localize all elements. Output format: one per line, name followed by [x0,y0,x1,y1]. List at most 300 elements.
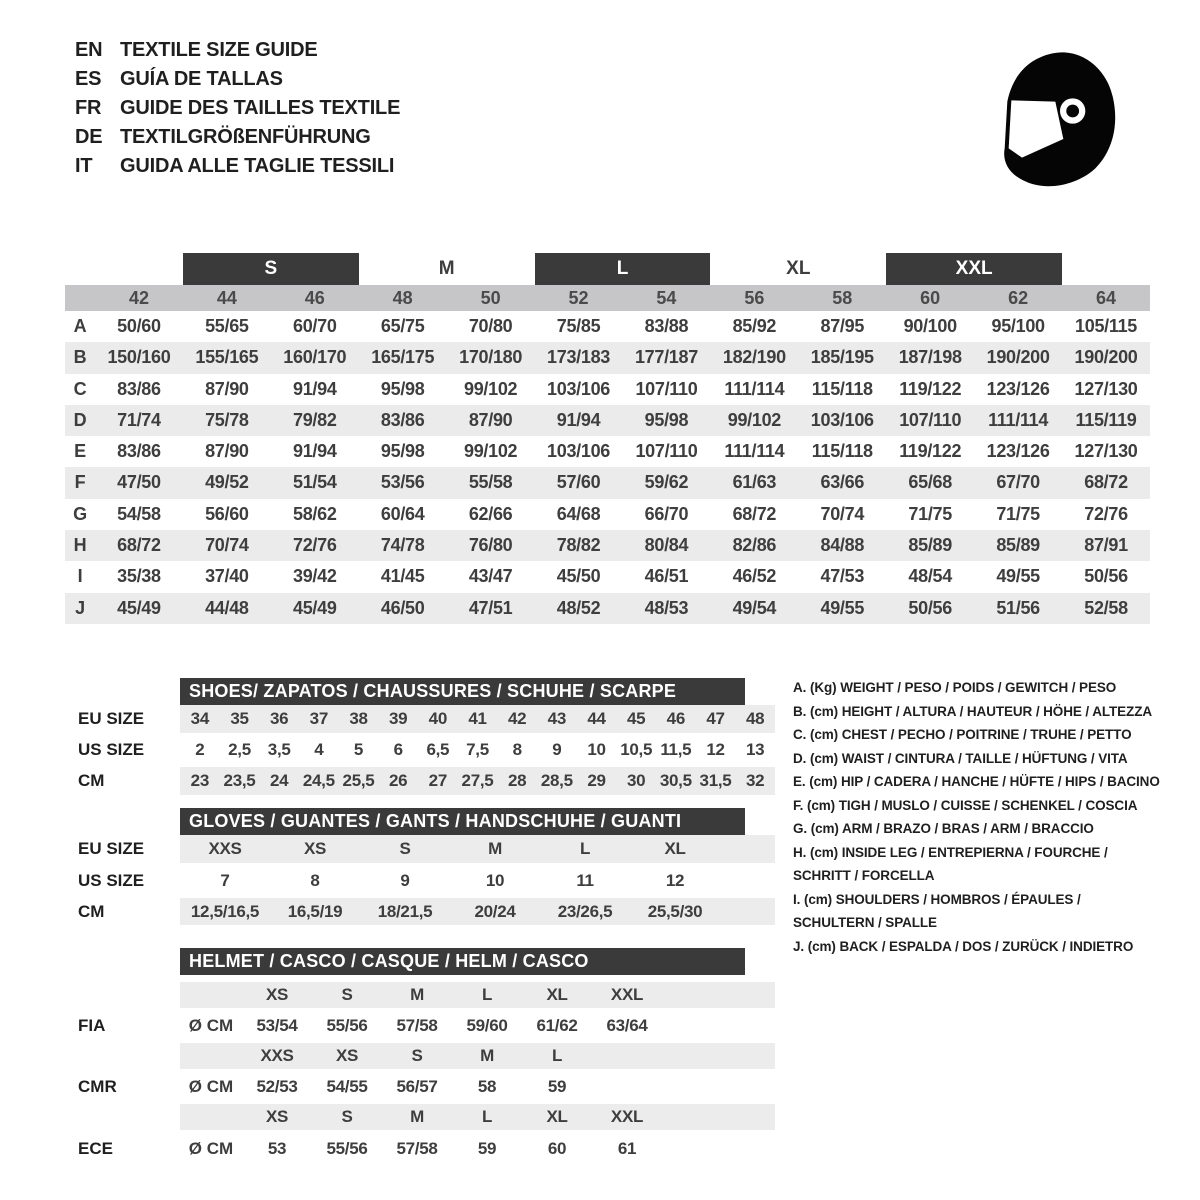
shoes-us-value: 8 [512,740,522,759]
row-letter: I [77,566,83,587]
size-number: 56 [744,288,765,308]
helmet-size-label: XXL [610,1107,644,1126]
helmet-size-label: M [410,985,424,1004]
gloves-us-value: 11 [576,871,594,890]
shoes-us-value: 7,5 [466,740,489,759]
size-value: 115/119 [1075,409,1137,430]
apparel-row-d [65,405,1150,436]
gloves-cm-value: 16,5/19 [287,902,343,921]
size-value: 74/78 [380,535,425,556]
size-value: 107/110 [635,378,698,399]
size-value: 70/74 [205,535,249,556]
size-number: 48 [392,288,413,308]
size-value: 66/70 [644,503,689,524]
size-value: 45/50 [556,566,601,587]
size-group-l: L [535,253,711,285]
shoes-eu-value: 48 [746,709,765,728]
shoes-us-value: 6,5 [426,740,450,759]
size-group-xl: XL [786,258,811,279]
gloves-cm-value: 23/26,5 [557,902,613,921]
size-value: 119/122 [899,441,962,462]
helmet-size-value: 54/55 [326,1077,368,1096]
size-number: 60 [920,288,941,308]
size-number: 54 [656,288,677,308]
measurement-legend [793,676,1165,958]
size-value: 47/53 [820,566,865,587]
size-value: 85/89 [908,535,952,556]
size-value: 83/88 [644,316,689,336]
helmet-size-label: M [480,1046,494,1065]
size-number: 52 [568,288,589,308]
legend-entry: I. (cm) SHOULDERS / HOMBROS / ÉPAULES / SCHULTERN / SPALLE [793,891,1081,930]
gloves-us-size-label: US SIZE [78,871,145,890]
shoes-cm-row [180,767,775,795]
size-value: 119/122 [899,378,962,399]
gloves-cm-value: 25,5/30 [647,902,703,921]
size-value: 75/85 [556,316,601,336]
shoes-us-value: 2,5 [228,740,251,759]
size-value: 127/130 [1074,378,1138,399]
size-value: 35/38 [117,566,161,587]
helmet-diameter-unit [180,1043,242,1069]
legend-entry: G. (cm) ARM / BRAZO / BRAS / ARM / BRACCIO [793,821,1094,836]
helmet-size-label: XL [546,985,568,1004]
lang-label: GUIDE DES TAILLES TEXTILE [120,97,401,119]
size-number: 58 [832,288,853,308]
gloves-us-row [180,863,775,898]
shoes-us-value: 9 [552,740,562,759]
size-value: 68/72 [1084,472,1128,493]
size-value: 177/187 [634,347,698,368]
size-value: 58/62 [293,503,337,524]
helmet-size-label: S [411,1046,423,1065]
size-value: 72/76 [293,535,337,556]
shoes-us-value: 10,5 [620,740,653,759]
lang-code: DE [75,126,103,148]
legend-entry: A. (Kg) WEIGHT / PESO / POIDS / GEWITCH / PESO [793,680,1117,695]
lang-label: GUÍA DE TALLAS [120,68,283,90]
size-value: 53/56 [380,472,425,493]
shoes-cm-value: 27 [428,771,447,790]
shoes-eu-row [180,705,775,733]
helmet-row-values [78,1069,775,1104]
helmet-size-value: 55/56 [326,1139,368,1158]
size-value: 44/48 [205,597,249,618]
apparel-row-e [65,436,1150,467]
size-value: 70/74 [820,503,865,524]
helmet-row-values [78,1134,775,1164]
size-value: 182/190 [722,347,786,368]
legend-entry: E. (cm) HIP / CADERA / HANCHE / HÜFTE / HIPS / BACINO [793,774,1160,789]
size-value: 105/115 [1075,316,1138,336]
gloves-cm-row [180,898,775,925]
size-value: 71/74 [117,409,161,430]
size-value: 56/60 [205,503,249,524]
size-value: 63/66 [820,472,865,493]
shoes-cm-value: 25,5 [342,771,375,790]
size-value: 79/82 [293,409,337,430]
shoes-cm-value: 24 [270,771,289,790]
size-value: 41/45 [380,566,425,587]
helmet-diameter-unit: Ø CM [188,1016,234,1035]
size-value: 62/66 [468,503,513,524]
shoes-cm-value: 24,5 [302,771,335,790]
helmet-size-label: L [481,985,493,1004]
apparel-row-c [65,374,1150,405]
size-value: 55/65 [205,316,249,336]
size-value: 43/47 [468,566,513,587]
size-value: 107/110 [635,441,698,462]
size-value: 85/92 [732,316,777,336]
helmet-size-table [78,982,775,1167]
gloves-eu-value: XL [664,839,686,858]
size-value: 99/102 [463,441,518,462]
shoes-us-value: 3,5 [267,740,291,759]
size-value: 150/160 [107,347,171,368]
size-value: 103/106 [547,441,611,462]
helmet-standard-label: ECE [78,1139,113,1158]
helmet-size-value: 58 [477,1077,497,1096]
racing-helmet-icon [982,32,1142,198]
shoes-us-value: 11,5 [660,740,692,759]
apparel-row-b [65,342,1150,373]
shoes-eu-value: 43 [547,709,566,728]
row-letter: H [73,535,87,556]
size-number: 50 [480,288,501,308]
size-value: 90/100 [903,316,957,336]
row-letter: C [73,378,87,399]
shoes-cm-value: 27,5 [461,771,494,790]
size-number: 46 [304,288,325,308]
size-value: 54/58 [117,503,161,524]
gloves-us-value: 8 [310,871,320,890]
helmet-size-label: XXL [610,985,644,1004]
size-value: 72/76 [1084,503,1128,524]
size-value: 49/52 [205,472,249,493]
size-value: 45/49 [293,597,337,618]
shoes-us-value: 2 [195,740,205,759]
size-value: 91/94 [293,378,337,399]
helmet-row-values [78,1008,775,1043]
shoes-us-value: 12 [706,740,725,759]
size-value: 47/51 [468,597,513,618]
size-value: 99/102 [727,409,781,430]
size-value: 49/55 [820,597,865,618]
size-value: 103/106 [810,409,874,430]
size-value: 91/94 [293,441,337,462]
helmet-size-label: L [551,1046,563,1065]
helmet-size-value: 59 [477,1139,497,1158]
legend-entry: F. (cm) TIGH / MUSLO / CUISSE / SCHENKEL / COSCIA [793,797,1138,813]
lang-code: EN [75,39,103,61]
shoes-eu-value: 42 [508,709,527,728]
size-value: 60/64 [380,503,425,524]
shoes-cm-label: CM [78,771,105,790]
helmet-size-value: 59/60 [466,1016,508,1035]
shoes-eu-value: 47 [706,709,725,728]
size-value: 107/110 [899,409,962,430]
helmet-size-value: 53/54 [256,1016,298,1035]
shoes-eu-value: 45 [627,709,646,728]
shoes-us-value: 10 [587,740,606,759]
gloves-us-value: 12 [665,871,685,890]
size-value: 87/90 [205,441,249,462]
size-value: 55/58 [468,472,513,493]
size-value: 50/56 [1084,566,1128,587]
helmet-standard-label: FIA [78,1016,106,1035]
helmet-diameter-unit [180,1104,242,1130]
size-value: 47/50 [117,472,161,493]
size-value: 48/52 [556,597,601,618]
shoes-cm-value: 26 [389,771,408,790]
helmet-size-label: S [341,985,353,1004]
size-value: 127/130 [1074,441,1138,462]
shoes-us-value: 13 [746,740,765,759]
size-value: 76/80 [468,535,513,556]
size-value: 67/70 [996,472,1040,493]
shoes-cm-value: 30,5 [659,771,692,790]
size-value: 68/72 [117,535,161,556]
size-value: 187/198 [898,347,962,368]
size-value: 95/98 [380,441,425,462]
size-value: 46/50 [380,597,425,618]
size-value: 51/54 [293,472,337,493]
gloves-cm-label: CM [78,902,105,921]
size-value: 45/49 [117,597,161,618]
shoes-eu-value: 40 [428,709,447,728]
shoes-cm-value: 28 [508,771,527,790]
legend-entry: B. (cm) HEIGHT / ALTURA / HAUTEUR / HÖHE / ALTEZZA [793,703,1152,719]
apparel-size-groups-row [65,253,1150,285]
size-value: 123/126 [986,378,1050,399]
legend-entry: H. (cm) INSIDE LEG / ENTREPIERNA / FOURCHE / SCHRITT / FORCELLA [793,844,1108,883]
helmet-size-value: 56/57 [396,1077,438,1096]
shoes-cm-value: 30 [627,771,646,790]
apparel-row-g [65,499,1150,530]
size-value: 61/63 [732,472,777,493]
row-letter: J [75,597,85,618]
helmet-diameter-unit: Ø CM [188,1077,234,1096]
size-value: 48/53 [644,597,689,618]
size-value: 95/100 [991,316,1045,336]
lang-row-es [75,65,400,94]
size-value: 71/75 [908,503,952,524]
helmet-size-value: 61 [617,1139,637,1158]
gloves-eu-row [180,835,775,863]
helmet-size-label: M [410,1107,424,1126]
helmet-size-label: S [341,1107,353,1126]
helmet-size-value: 59 [547,1077,567,1096]
size-value: 52/58 [1084,597,1128,618]
letter-column-spacer [65,285,95,311]
size-value: 165/175 [371,347,435,368]
row-letter: B [73,347,87,368]
size-value: 46/52 [732,566,777,587]
lang-label: TEXTILE SIZE GUIDE [120,39,318,61]
apparel-measurement-table [65,311,1150,624]
legend-entry: D. (cm) WAIST / CINTURA / TAILLE / HÜFTUNG / VITA [793,750,1128,766]
language-title-block [75,36,400,181]
helmet-diameter-unit: Ø CM [188,1139,234,1158]
size-value: 87/90 [205,378,249,399]
shoes-eu-value: 41 [468,709,487,728]
size-value: 95/98 [380,378,425,399]
apparel-row-i [65,561,1150,592]
helmet-diameter-unit [180,982,242,1008]
shoes-eu-value: 34 [190,709,209,728]
size-value: 65/75 [380,316,425,336]
helmet-size-value: 53 [267,1139,287,1158]
size-value: 155/165 [195,347,259,368]
lang-row-fr [75,94,400,123]
size-group-s: S [183,253,359,285]
size-value: 123/126 [986,441,1050,462]
apparel-size-numbers-bar [65,285,1150,311]
gloves-cm-value: 20/24 [474,902,516,921]
size-value: 160/170 [283,347,347,368]
size-value: 51/56 [996,597,1040,618]
size-value: 190/200 [986,347,1050,368]
size-value: 83/86 [380,409,425,430]
helmet-size-label: XS [265,985,289,1004]
helmet-size-value: 57/58 [396,1139,438,1158]
apparel-row-h [65,530,1150,561]
gloves-cm-value: 12,5/16,5 [190,902,260,921]
size-number: 62 [1008,288,1029,308]
helmet-size-label: L [481,1107,493,1126]
shoes-cm-value: 28,5 [540,771,573,790]
size-value: 87/95 [820,316,865,336]
gloves-eu-value: XS [303,839,327,858]
size-value: 60/70 [293,316,337,336]
shoes-cm-value: 31,5 [699,771,732,790]
size-value: 64/68 [556,503,601,524]
size-value: 49/55 [996,566,1040,587]
size-value: 71/75 [996,503,1040,524]
row-letter: F [74,472,86,493]
size-value: 59/62 [644,472,689,493]
size-value: 83/86 [117,378,161,399]
lang-row-en [75,36,400,65]
size-value: 80/84 [644,535,689,556]
shoes-eu-size-label: EU SIZE [78,709,145,728]
shoes-us-size-label: US SIZE [78,740,145,759]
size-value: 103/106 [547,378,611,399]
size-value: 50/56 [908,597,952,618]
helmet-standard-label: CMR [78,1077,117,1096]
helmet-row-sizes [180,1104,775,1130]
size-value: 111/114 [724,441,785,462]
size-value: 190/200 [1074,347,1138,368]
size-value: 68/72 [732,503,777,524]
gloves-eu-value: XXS [208,839,242,858]
legend-entry: J. (cm) BACK / ESPALDA / DOS / ZURÜCK / INDIETRO [793,938,1134,954]
size-value: 115/118 [811,441,873,462]
shoes-us-row [180,733,775,767]
size-value: 87/91 [1084,535,1128,556]
size-value: 170/180 [459,347,523,368]
size-value: 37/40 [205,566,249,587]
size-value: 65/68 [908,472,952,493]
lang-label: GUIDA ALLE TAGLIE TESSILI [120,155,395,177]
size-value: 95/98 [644,409,689,430]
size-value: 83/86 [117,441,161,462]
size-value: 46/51 [644,566,689,587]
shoes-cm-value: 23 [190,771,209,790]
helmet-size-label: XL [546,1107,568,1126]
shoes-eu-value: 46 [666,709,685,728]
size-number: 42 [128,288,149,308]
row-letter: G [73,503,87,524]
gloves-us-value: 10 [485,871,505,890]
gloves-section-header: GLOVES / GUANTES / GANTS / HANDSCHUHE / GUANTI [180,808,745,835]
legend-entry: C. (cm) CHEST / PECHO / POITRINE / TRUHE / PETTO [793,727,1132,742]
shoes-cm-value: 29 [587,771,606,790]
apparel-row-j [65,593,1150,624]
shoes-us-value: 5 [353,740,364,759]
size-value: 48/54 [908,566,952,587]
helmet-row-sizes [180,1043,775,1069]
gloves-us-value: 7 [220,871,230,890]
size-value: 57/60 [556,472,601,493]
lang-code: IT [75,155,93,177]
size-value: 115/118 [811,378,873,399]
shoes-us-value: 6 [393,740,403,759]
shoes-eu-value: 37 [309,709,328,728]
size-value: 173/183 [547,347,611,368]
shoes-section-header: SHOES/ ZAPATOS / CHAUSSURES / SCHUHE / SCARPE [180,678,745,705]
shoes-cm-value: 32 [746,771,765,790]
helmet-row-sizes [180,982,775,1008]
size-value: 39/42 [293,566,337,587]
helmet-size-value: 63/64 [606,1016,648,1035]
helmet-size-value: 52/53 [256,1077,298,1096]
helmet-size-label: XXS [260,1046,294,1065]
lang-row-it [75,152,400,181]
apparel-row-a [65,311,1150,342]
lang-label: TEXTILGRÖßENFÜHRUNG [120,126,371,148]
row-letter: E [74,441,86,462]
helmet-size-label: XS [335,1046,359,1065]
lang-code: ES [75,68,102,90]
size-value: 85/89 [996,535,1040,556]
size-value: 87/90 [468,409,513,430]
helmet-section-header: HELMET / CASCO / CASQUE / HELM / CASCO [180,948,745,975]
size-number: 64 [1096,288,1117,308]
lang-row-de [75,123,400,152]
size-value: 49/54 [732,597,777,618]
size-value: 91/94 [556,409,601,430]
helmet-size-value: 55/56 [326,1016,368,1035]
size-value: 78/82 [556,535,601,556]
lang-code: FR [75,97,102,119]
shoes-cm-value: 23,5 [223,771,256,790]
gloves-cm-value: 18/21,5 [377,902,433,921]
row-letter: D [73,409,87,430]
shoes-eu-value: 44 [587,709,606,728]
shoes-eu-value: 35 [230,709,249,728]
shoes-eu-value: 39 [389,709,408,728]
size-value: 75/78 [205,409,249,430]
size-value: 111/114 [988,409,1049,430]
shoes-us-value: 4 [314,740,324,759]
helmet-size-value: 61/62 [536,1016,578,1035]
gloves-eu-value: L [579,839,591,858]
size-value: 50/60 [117,316,161,336]
row-letter: A [73,316,87,336]
shoes-eu-value: 36 [270,709,289,728]
size-value: 99/102 [463,378,518,399]
